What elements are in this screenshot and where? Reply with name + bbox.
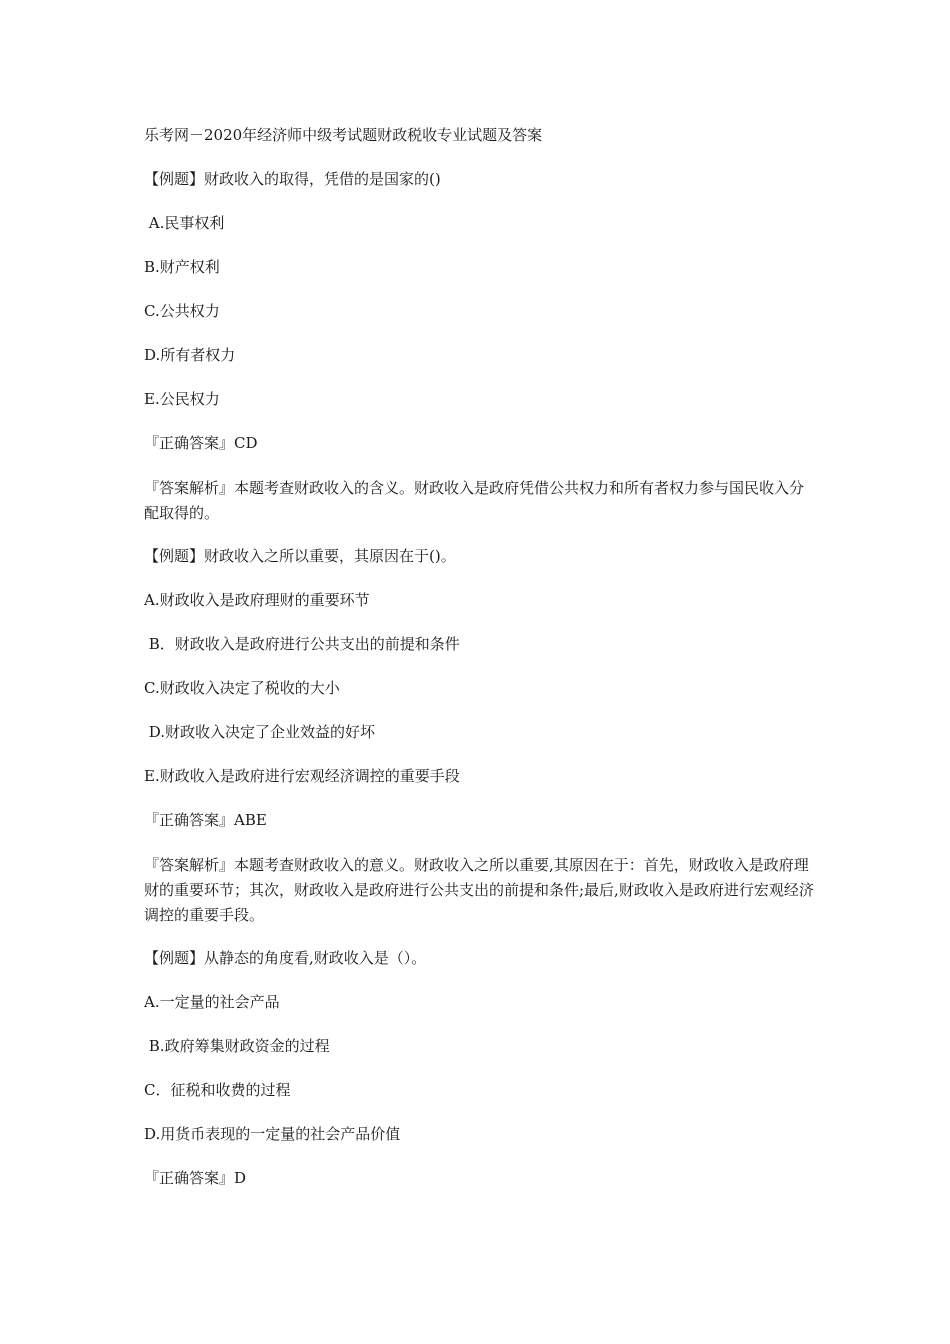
q2-option-a: A.财政收入是政府理财的重要环节 [144, 591, 370, 609]
q3-stem: 【例题】从静态的角度看,财政收入是（）。 [144, 949, 427, 967]
q2-option-d: D.财政收入决定了企业效益的好坏 [144, 723, 376, 741]
q3-option-b: B.政府筹集财政资金的过程 [144, 1037, 330, 1055]
q2-option-b: B．财政收入是政府进行公共支出的前提和条件 [144, 635, 460, 653]
q1-analysis: 『答案解析』本题考查财政收入的含义。财政收入是政府凭借公共权力和所有者权力参与国民收入分配取得的。 [144, 479, 805, 522]
q2-answer: 『正确答案』ABE [144, 811, 267, 829]
q1-option-e: E.公民权力 [144, 390, 220, 408]
q1-stem: 【例题】财政收入的取得，凭借的是国家的() [144, 170, 441, 188]
document-body [144, 124, 814, 1211]
q1-option-c: C.公共权力 [144, 302, 220, 320]
q3-answer: 『正确答案』D [144, 1169, 247, 1187]
q1-option-a: A.民事权利 [144, 214, 225, 232]
q1-option-b: B.财产权利 [144, 258, 220, 276]
q2-stem: 【例题】财政收入之所以重要，其原因在于()。 [144, 547, 456, 565]
q2-option-e: E.财政收入是政府进行宏观经济调控的重要手段 [144, 767, 460, 785]
q2-option-c: C.财政收入决定了税收的大小 [144, 679, 340, 697]
q1-option-d: D.所有者权力 [144, 346, 236, 364]
q3-option-d: D.用货币表现的一定量的社会产品价值 [144, 1125, 401, 1143]
q3-option-a: A.一定量的社会产品 [144, 993, 280, 1011]
q1-answer: 『正确答案』CD [144, 434, 258, 452]
q3-option-c: C．征税和收费的过程 [144, 1081, 291, 1099]
document-title: 乐考网－2020年经济师中级考试题财政税收专业试题及答案 [144, 126, 543, 144]
q2-analysis: 『答案解析』本题考查财政收入的意义。财政收入之所以重要,其原因在于：首先，财政收入是政府理财的重要环节；其次，财政收入是政府进行公共支出的前提和条件;最后,财政收入是政府进行宏观经济调控的重要手段。 [144, 856, 814, 924]
